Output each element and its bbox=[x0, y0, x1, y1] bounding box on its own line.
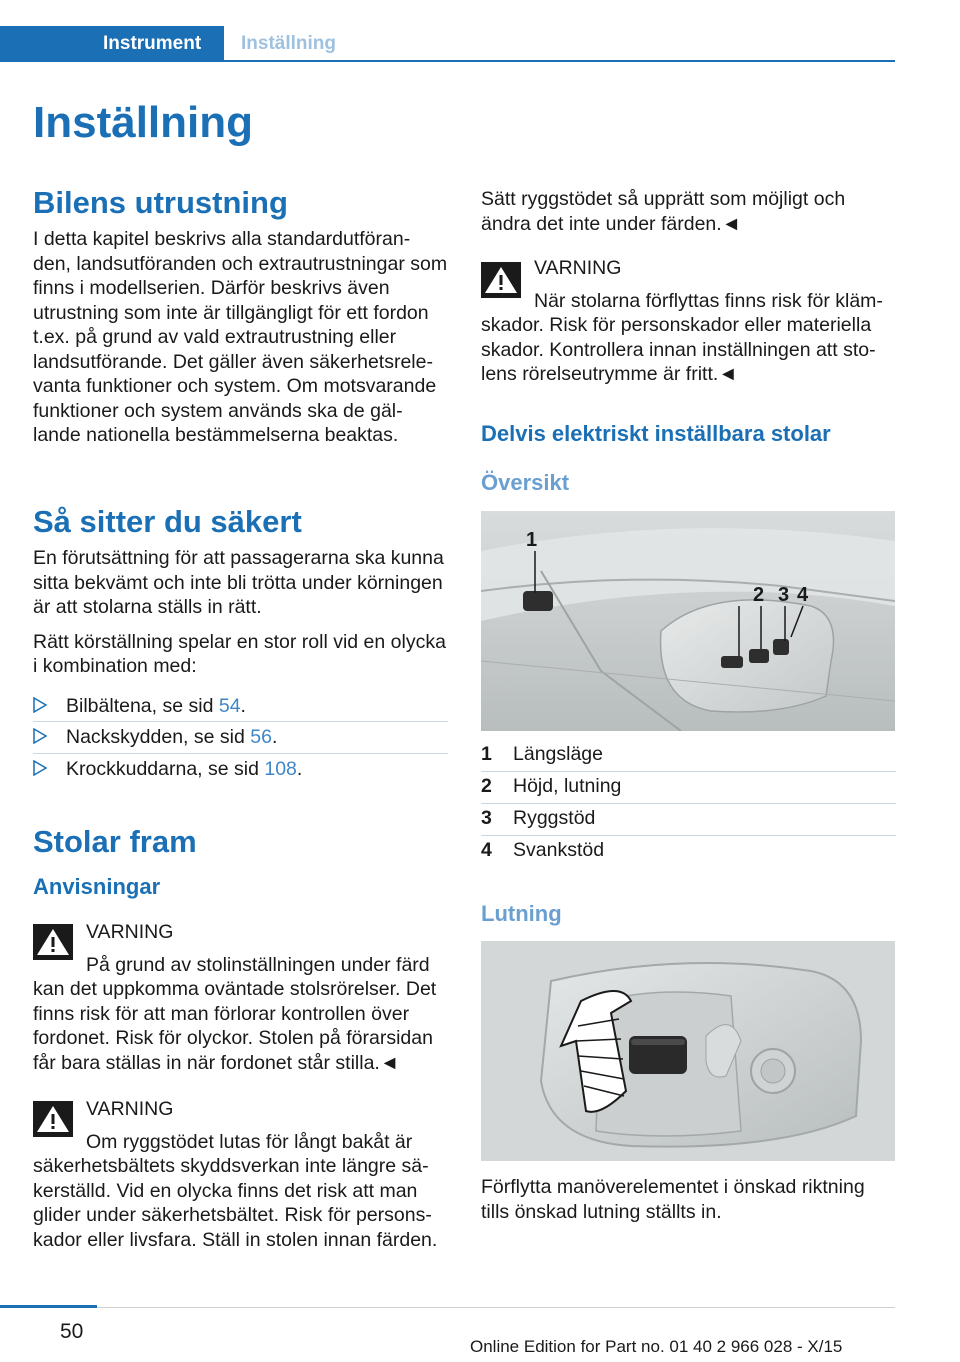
page-title: Inställning bbox=[33, 98, 253, 147]
warning-text: kan det uppkomma oväntade stolsrörelser. Det finns risk för att man förlorar kontrollen över fordonet. Risk för olyckor. Stolen på förarsidan får bara ställas in när fordonet står stilla.◄ bbox=[33, 978, 437, 1074]
section-front-seats bbox=[33, 824, 448, 900]
warning-text: skador. Risk för personskador eller materiella skador. Kontrollera innan inställningen att sto-lens rörelseutrymme är fritt.◄ bbox=[481, 314, 876, 385]
legend-text: Höjd, lutning bbox=[513, 775, 622, 797]
warning-label: VARNING bbox=[534, 257, 622, 279]
callout-4: 4 bbox=[797, 584, 809, 606]
section-safe-seating bbox=[33, 504, 448, 679]
legend-num: 1 bbox=[481, 743, 492, 765]
equipment-body: I detta kapitel beskrivs alla standardutföran-den, landsutföranden och extrautrustningar som finns i modellserien. Därför beskrivs även utrustning som inte är tillgängligt för ett fordon t.ex. på grund av vald extrautrustning eller landsutförande. Det gäller även säkerhetsrele-vanta funktioner och system. Om motsvarande funktioner och system används ska de gäl-lande nationella bestämmelserna beaktas. bbox=[33, 228, 448, 446]
tilt-body: Förflytta manöverelementet i önskad riktning tills önskad lutning ställts in. bbox=[481, 1176, 865, 1223]
warning-label: VARNING bbox=[86, 921, 174, 943]
tab-instrument[interactable]: Instrument bbox=[0, 26, 224, 62]
warning-first-line: På grund av stolinställningen under färd bbox=[86, 953, 430, 976]
warning-3 bbox=[481, 256, 896, 387]
footer-accent-bar bbox=[0, 1305, 97, 1308]
page-link[interactable]: 108 bbox=[264, 758, 297, 780]
legend-row bbox=[481, 839, 896, 871]
callout-2: 2 bbox=[753, 584, 765, 606]
legend-text: Svankstöd bbox=[513, 839, 605, 861]
list-end: . bbox=[240, 695, 246, 717]
legend-divider bbox=[481, 803, 896, 804]
safe-seating-heading: Så sitter du säkert bbox=[33, 504, 302, 539]
legend-num: 2 bbox=[481, 775, 492, 797]
warning-label: VARNING bbox=[86, 1098, 174, 1120]
warning-text: säkerhetsbältets skyddsverkan inte längre sä-kerställd. Vid en olycka finns det risk att man glider under säkerhetsbältet. Risk för persons-kador eller livsfara. Ställ in stolen innan färden. bbox=[33, 1155, 438, 1251]
safe-seating-para1: En förutsättning för att passagerarna ska kunna sitta bekvämt och inte bli trötta under körningen är att stolarna ställs in rätt. bbox=[33, 547, 444, 618]
backrest-intro: Sätt ryggstödet så upprätt som möjligt och ändra det inte under färden.◄ bbox=[481, 188, 846, 235]
list-end: . bbox=[296, 758, 303, 780]
triangle-bullet-icon bbox=[33, 760, 47, 776]
tilt-control-image bbox=[481, 941, 895, 1161]
warning-first-line: Om ryggstödet lutas för långt bakåt är bbox=[86, 1130, 413, 1153]
legend-text: Längsläge bbox=[513, 743, 603, 765]
list-text: Nackskydden, se sid bbox=[66, 726, 251, 748]
partly-electric-heading: Delvis elektriskt inställbara stolar bbox=[481, 421, 831, 446]
legend-num: 4 bbox=[481, 839, 492, 861]
list-divider bbox=[33, 721, 448, 722]
list-text: Bilbältena, se sid bbox=[66, 695, 219, 717]
warning-1 bbox=[33, 920, 448, 1075]
header-rule bbox=[224, 60, 895, 62]
page-link[interactable]: 56 bbox=[250, 726, 272, 748]
legend-text: Ryggstöd bbox=[513, 807, 596, 829]
legend-num: 3 bbox=[481, 807, 492, 829]
list-divider bbox=[33, 753, 448, 754]
page-link[interactable]: 54 bbox=[218, 695, 241, 717]
triangle-bullet-icon bbox=[33, 728, 47, 744]
overview-heading: Översikt bbox=[481, 470, 570, 495]
legend-divider bbox=[481, 835, 896, 836]
tab-installning[interactable]: Inställning bbox=[241, 33, 336, 54]
front-seats-heading: Stolar fram bbox=[33, 824, 197, 859]
safe-seating-para2: Rätt körställning spelar en stor roll vid en olycka i kombination med: bbox=[33, 630, 446, 677]
section-equipment bbox=[33, 185, 448, 448]
list-end: . bbox=[271, 726, 278, 748]
callout-1: 1 bbox=[526, 529, 538, 551]
seat-overview-image bbox=[481, 511, 895, 731]
list-text: Krockkuddarna, se sid bbox=[66, 758, 265, 780]
footer-rule bbox=[97, 1307, 895, 1308]
legend-divider bbox=[481, 771, 896, 772]
footer-edition: Online Edition for Part no. 01 40 2 966 028 - X/15 bbox=[470, 1337, 843, 1356]
callout-3: 3 bbox=[778, 584, 790, 606]
triangle-bullet-icon bbox=[33, 697, 47, 713]
notes-heading: Anvisningar bbox=[33, 874, 161, 899]
warning-first-line: När stolarna förflyttas finns risk för kläm- bbox=[534, 289, 883, 312]
page-number: 50 bbox=[60, 1320, 84, 1343]
warning-2 bbox=[33, 1097, 448, 1252]
equipment-heading: Bilens utrustning bbox=[33, 185, 288, 220]
tilt-heading: Lutning bbox=[481, 901, 562, 926]
